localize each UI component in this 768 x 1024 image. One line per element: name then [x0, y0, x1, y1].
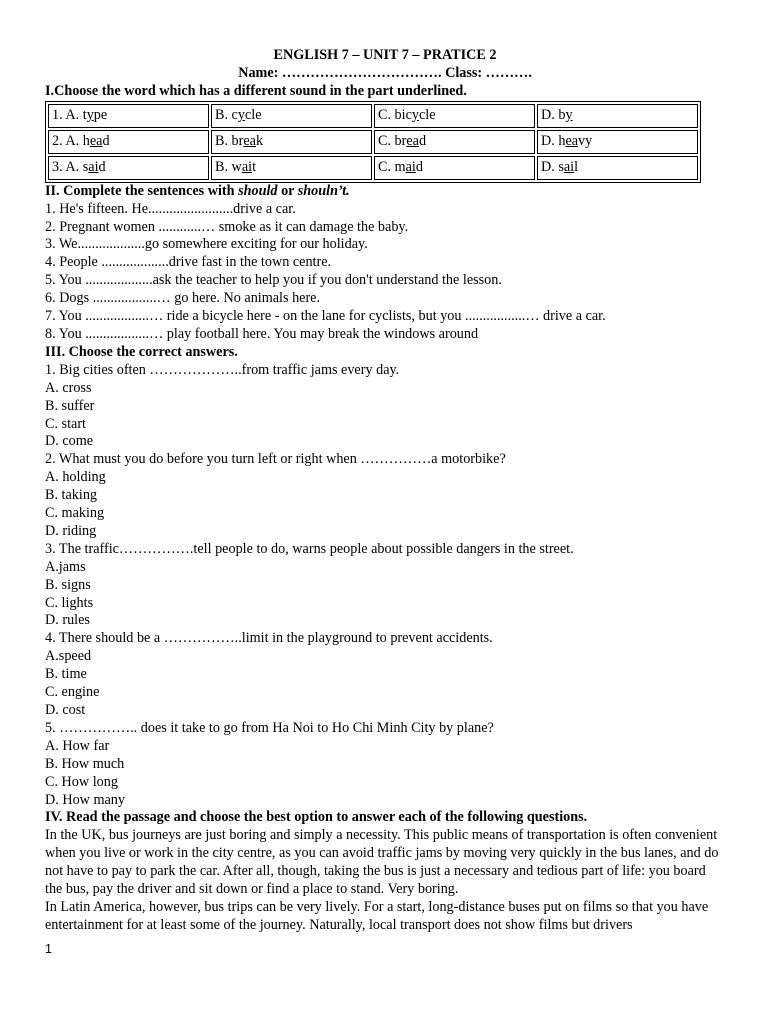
answer-option: C. lights	[45, 594, 94, 611]
sentence-item: 5. You ...................ask the teacher to help you if you don't understand the lesson.	[45, 272, 502, 289]
sound-table-row	[48, 156, 698, 180]
sound-option-cell: 3. A. said	[48, 156, 209, 180]
sound-option-cell: C. bicycle	[374, 104, 535, 128]
answer-option: D. come	[45, 433, 94, 450]
sound-table-row	[48, 130, 698, 154]
section3-items	[45, 362, 725, 810]
answer-option: D. How many	[45, 791, 125, 808]
answer-option: B. suffer	[45, 397, 95, 414]
answer-option: B. signs	[45, 576, 91, 593]
sentence-item: 4. People ...................drive fast in the town centre.	[45, 254, 332, 271]
page-number: 1	[45, 942, 52, 956]
sound-option-cell: C. maid	[374, 156, 535, 180]
answer-option: B. taking	[45, 487, 98, 504]
section2-heading: II. Complete the sentences with should or shouln’t.	[45, 182, 350, 199]
sound-option-cell: B. wait	[211, 156, 372, 180]
passage-paragraph-1: In the UK, bus journeys are just boring and simply a necessity. This public means of transportation is often convenient when you live or work in the city centre, as you can avoid traffic jams by moving very quickly in the bus lanes, and do not have to pay to park the car. After all, though, taking the bus is just a necessary and tedious part of life: you board the bus, pay the driver and sit down or find a place to stand. Very boring.	[45, 827, 719, 898]
sound-table	[45, 101, 701, 183]
sentence-item: 7. You ..................… ride a bicycle here - on the lane for cyclists, but you .................… drive a car.	[45, 308, 606, 325]
sentence-item: 1. He's fifteen. He........................drive a car.	[45, 200, 296, 217]
section1-heading: I.Choose the word which has a different sound in the part underlined.	[45, 82, 467, 99]
sentence-item: 2. Pregnant women ............… smoke as it can damage the baby.	[45, 218, 409, 235]
question-item: 3. The traffic…………….tell people to do, warns people about possible dangers in the street.	[45, 540, 574, 557]
worksheet-title: ENGLISH 7 – UNIT 7 – PRATICE 2	[273, 47, 497, 63]
sound-option-cell: D. by	[537, 104, 698, 128]
sound-option-cell: B. break	[211, 130, 372, 154]
sentence-item: 6. Dogs ..................… go here. No animals here.	[45, 290, 321, 307]
sentence-item: 8. You ..................… play football here. You may break the windows around	[45, 325, 479, 342]
name-class-line: Name: ……………………………. Class: ……….	[238, 64, 532, 81]
answer-option: A. holding	[45, 469, 106, 486]
section4-heading: IV. Read the passage and choose the best option to answer each of the following questions.	[45, 809, 588, 826]
answer-option: B. How much	[45, 755, 125, 772]
question-item: 5. …………….. does it take to go from Ha Noi to Ho Chi Minh City by plane?	[45, 719, 494, 736]
sound-option-cell: D. heavy	[537, 130, 698, 154]
answer-option: D. cost	[45, 702, 86, 718]
sound-option-cell: 1. A. type	[48, 104, 209, 128]
worksheet-page	[45, 47, 725, 935]
answer-option: A. How far	[45, 737, 110, 754]
sound-option-cell: D. sail	[537, 156, 698, 180]
answer-option: D. riding	[45, 522, 97, 539]
answer-option: C. engine	[45, 684, 100, 701]
question-item: 4. There should be a ……………..limit in the playground to prevent accidents.	[45, 630, 493, 647]
answer-option: A.speed	[45, 648, 92, 665]
question-item: 1. Big cities often ………………..from traffic jams every day.	[45, 361, 400, 378]
sound-option-cell: B. cycle	[211, 104, 372, 128]
answer-option: D. rules	[45, 612, 90, 629]
answer-option: C. How long	[45, 773, 118, 790]
sound-option-cell: 2. A. head	[48, 130, 209, 154]
section3-heading: III. Choose the correct answers.	[45, 343, 238, 360]
sound-option-cell: C. bread	[374, 130, 535, 154]
section2-items	[45, 201, 725, 344]
passage-paragraph-2: In Latin America, however, bus trips can be very lively. For a start, long-distance buses put on films so that you have entertainment for at least some of the journey. Naturally, local transport does not show films but drivers	[45, 898, 709, 933]
answer-option: A. cross	[45, 379, 92, 396]
sound-table-row	[48, 104, 698, 128]
answer-option: B. time	[45, 666, 87, 683]
answer-option: C. start	[45, 415, 86, 432]
answer-option: A.jams	[45, 558, 86, 575]
answer-option: C. making	[45, 505, 105, 522]
sentence-item: 3. We...................go somewhere exciting for our holiday.	[45, 236, 368, 253]
question-item: 2. What must you do before you turn left or right when ……………a motorbike?	[45, 451, 506, 468]
